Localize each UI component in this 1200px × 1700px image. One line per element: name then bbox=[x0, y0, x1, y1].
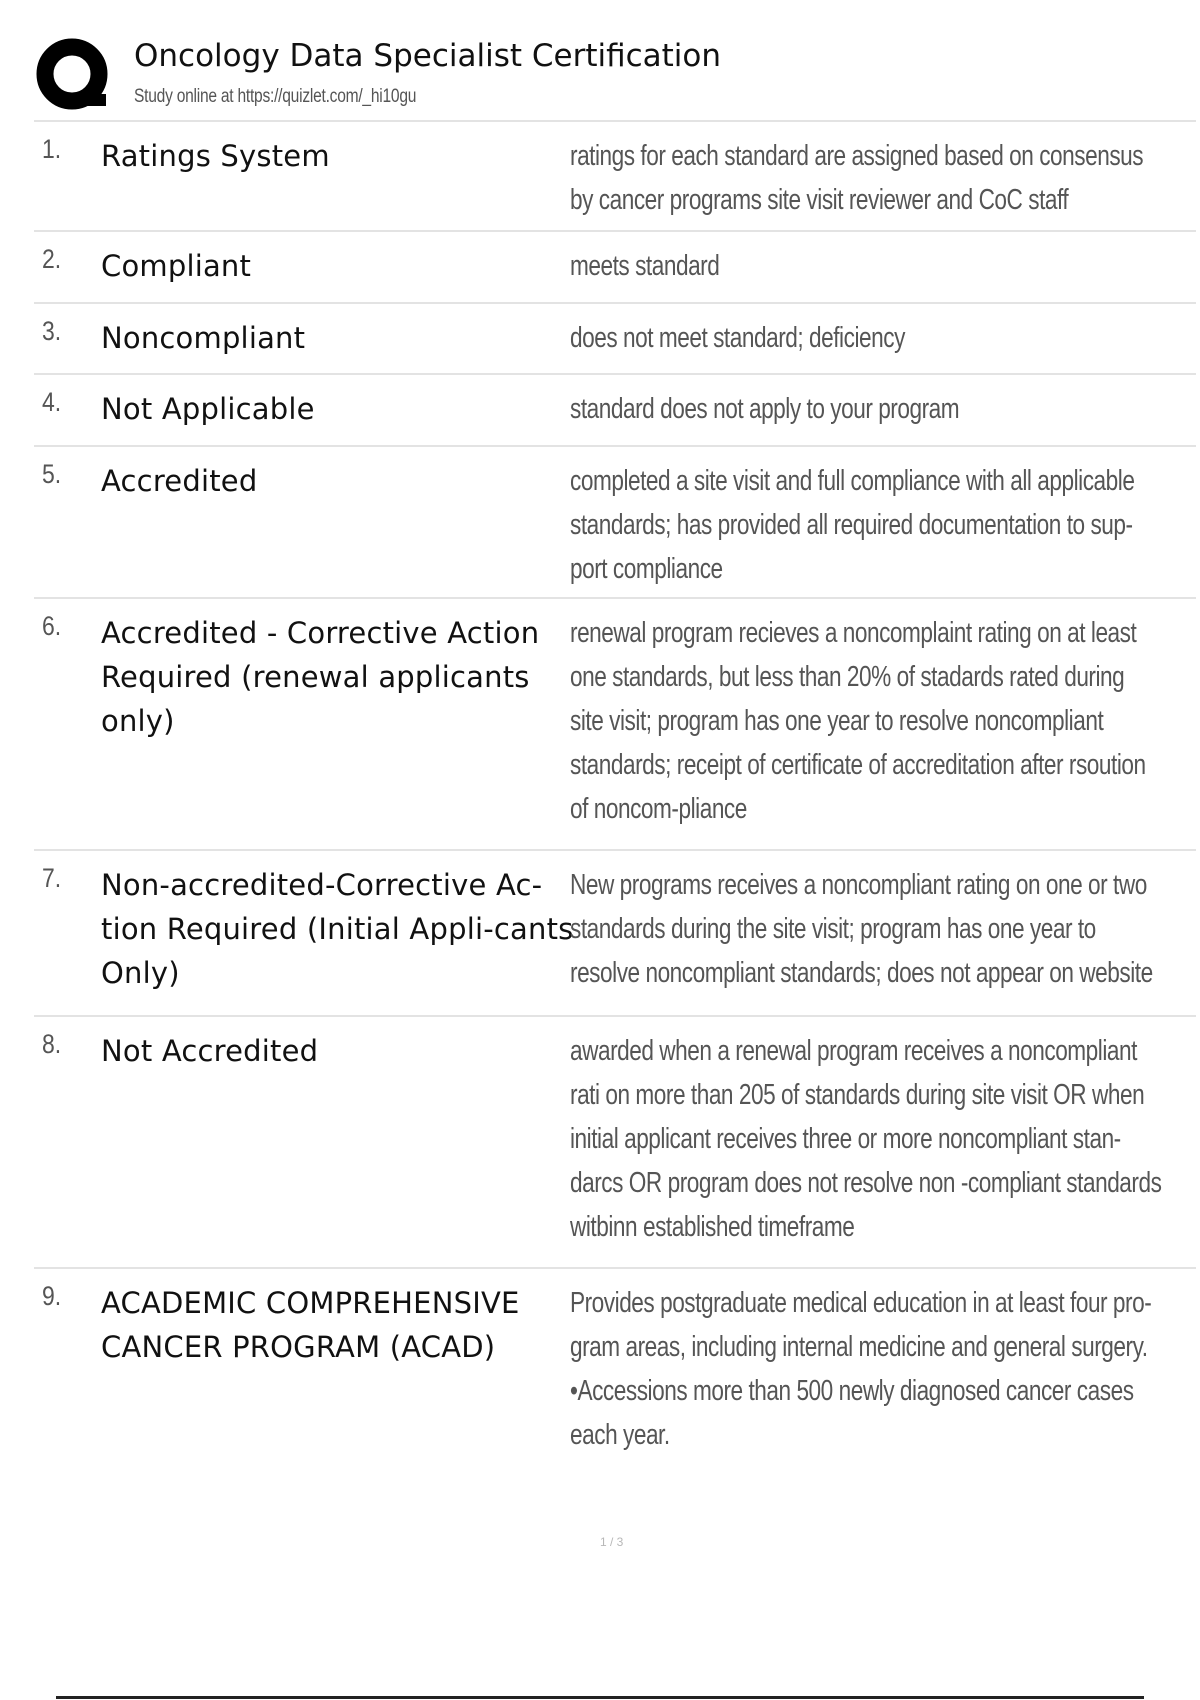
flashcard-row bbox=[34, 1017, 1196, 1269]
card-term: ACADEMIC COMPREHENSIVE CANCER PROGRAM (ACAD) bbox=[101, 1286, 520, 1364]
card-term: Compliant bbox=[101, 249, 252, 283]
card-number: 2. bbox=[42, 244, 62, 274]
card-term: Ratings System bbox=[101, 139, 330, 173]
card-number: 3. bbox=[42, 316, 62, 346]
flashcard-row bbox=[34, 447, 1196, 599]
card-term: Non-accredited-Corrective Ac-tion Required (Initial Appli-cants Only) bbox=[101, 868, 574, 990]
card-definition: awarded when a renewal program receives a noncompliant rati on more than 205 of standards during site visit OR when initial applicant receives three or more noncompliant stan-darcs OR program does not resolve non -compliant standards witbinn established timeframe bbox=[570, 1035, 1162, 1243]
card-term: Accredited - Corrective Action Required (renewal applicants only) bbox=[101, 616, 540, 738]
card-number: 8. bbox=[42, 1029, 62, 1059]
card-number: 1. bbox=[42, 134, 62, 164]
quizlet-logo-icon bbox=[34, 36, 114, 116]
flashcard-row bbox=[34, 304, 1196, 375]
flashcard-row bbox=[34, 599, 1196, 851]
flashcard-row bbox=[34, 232, 1196, 304]
card-definition: Provides postgraduate medical education in at least four pro-gram areas, including internal medicine and general surgery. •Accessions more than 500 newly diagnosed cancer cases each year. bbox=[570, 1287, 1152, 1451]
card-definition: completed a site visit and full compliance with all applicable standards; has provided all required documentation to sup-port compliance bbox=[570, 465, 1135, 585]
flashcard-row bbox=[34, 122, 1196, 232]
card-definition: New programs receives a noncompliant rating on one or two standards during the site visit; program has one year to resolve noncompliant standards; does not appear on website bbox=[570, 869, 1153, 989]
page-indicator: 1 / 3 bbox=[600, 1535, 624, 1549]
header bbox=[34, 36, 1196, 122]
footer-divider bbox=[56, 1696, 1144, 1699]
card-definition: does not meet standard; deficiency bbox=[570, 322, 905, 354]
flashcard-row bbox=[34, 375, 1196, 447]
card-term: Not Accredited bbox=[101, 1034, 319, 1068]
flashcard-row bbox=[34, 1269, 1196, 1469]
card-number: 5. bbox=[42, 459, 62, 489]
card-term: Noncompliant bbox=[101, 321, 306, 355]
card-definition: standard does not apply to your program bbox=[570, 393, 960, 425]
card-definition: ratings for each standard are assigned based on consensus by cancer programs site visit reviewer and CoC staff bbox=[570, 140, 1144, 216]
card-definition: meets standard bbox=[570, 250, 720, 282]
card-term: Not Applicable bbox=[101, 392, 315, 426]
card-number: 4. bbox=[42, 387, 62, 417]
page-title: Oncology Data Specialist Certification bbox=[134, 38, 722, 74]
flashcard-list bbox=[34, 122, 1196, 1469]
card-number: 9. bbox=[42, 1281, 62, 1311]
card-number: 6. bbox=[42, 611, 62, 641]
card-number: 7. bbox=[42, 863, 62, 893]
flashcard-row bbox=[34, 851, 1196, 1017]
card-definition: renewal program recieves a noncomplaint rating on at least one standards, but less than 20% of stadards rated during site visit; program has one year to resolve noncompliant standards; receipt of certificate of accreditation after rsoution of noncom-pliance bbox=[570, 617, 1146, 825]
study-online-link[interactable]: Study online at https://quizlet.com/_hi10gu bbox=[134, 86, 417, 107]
card-term: Accredited bbox=[101, 464, 258, 498]
